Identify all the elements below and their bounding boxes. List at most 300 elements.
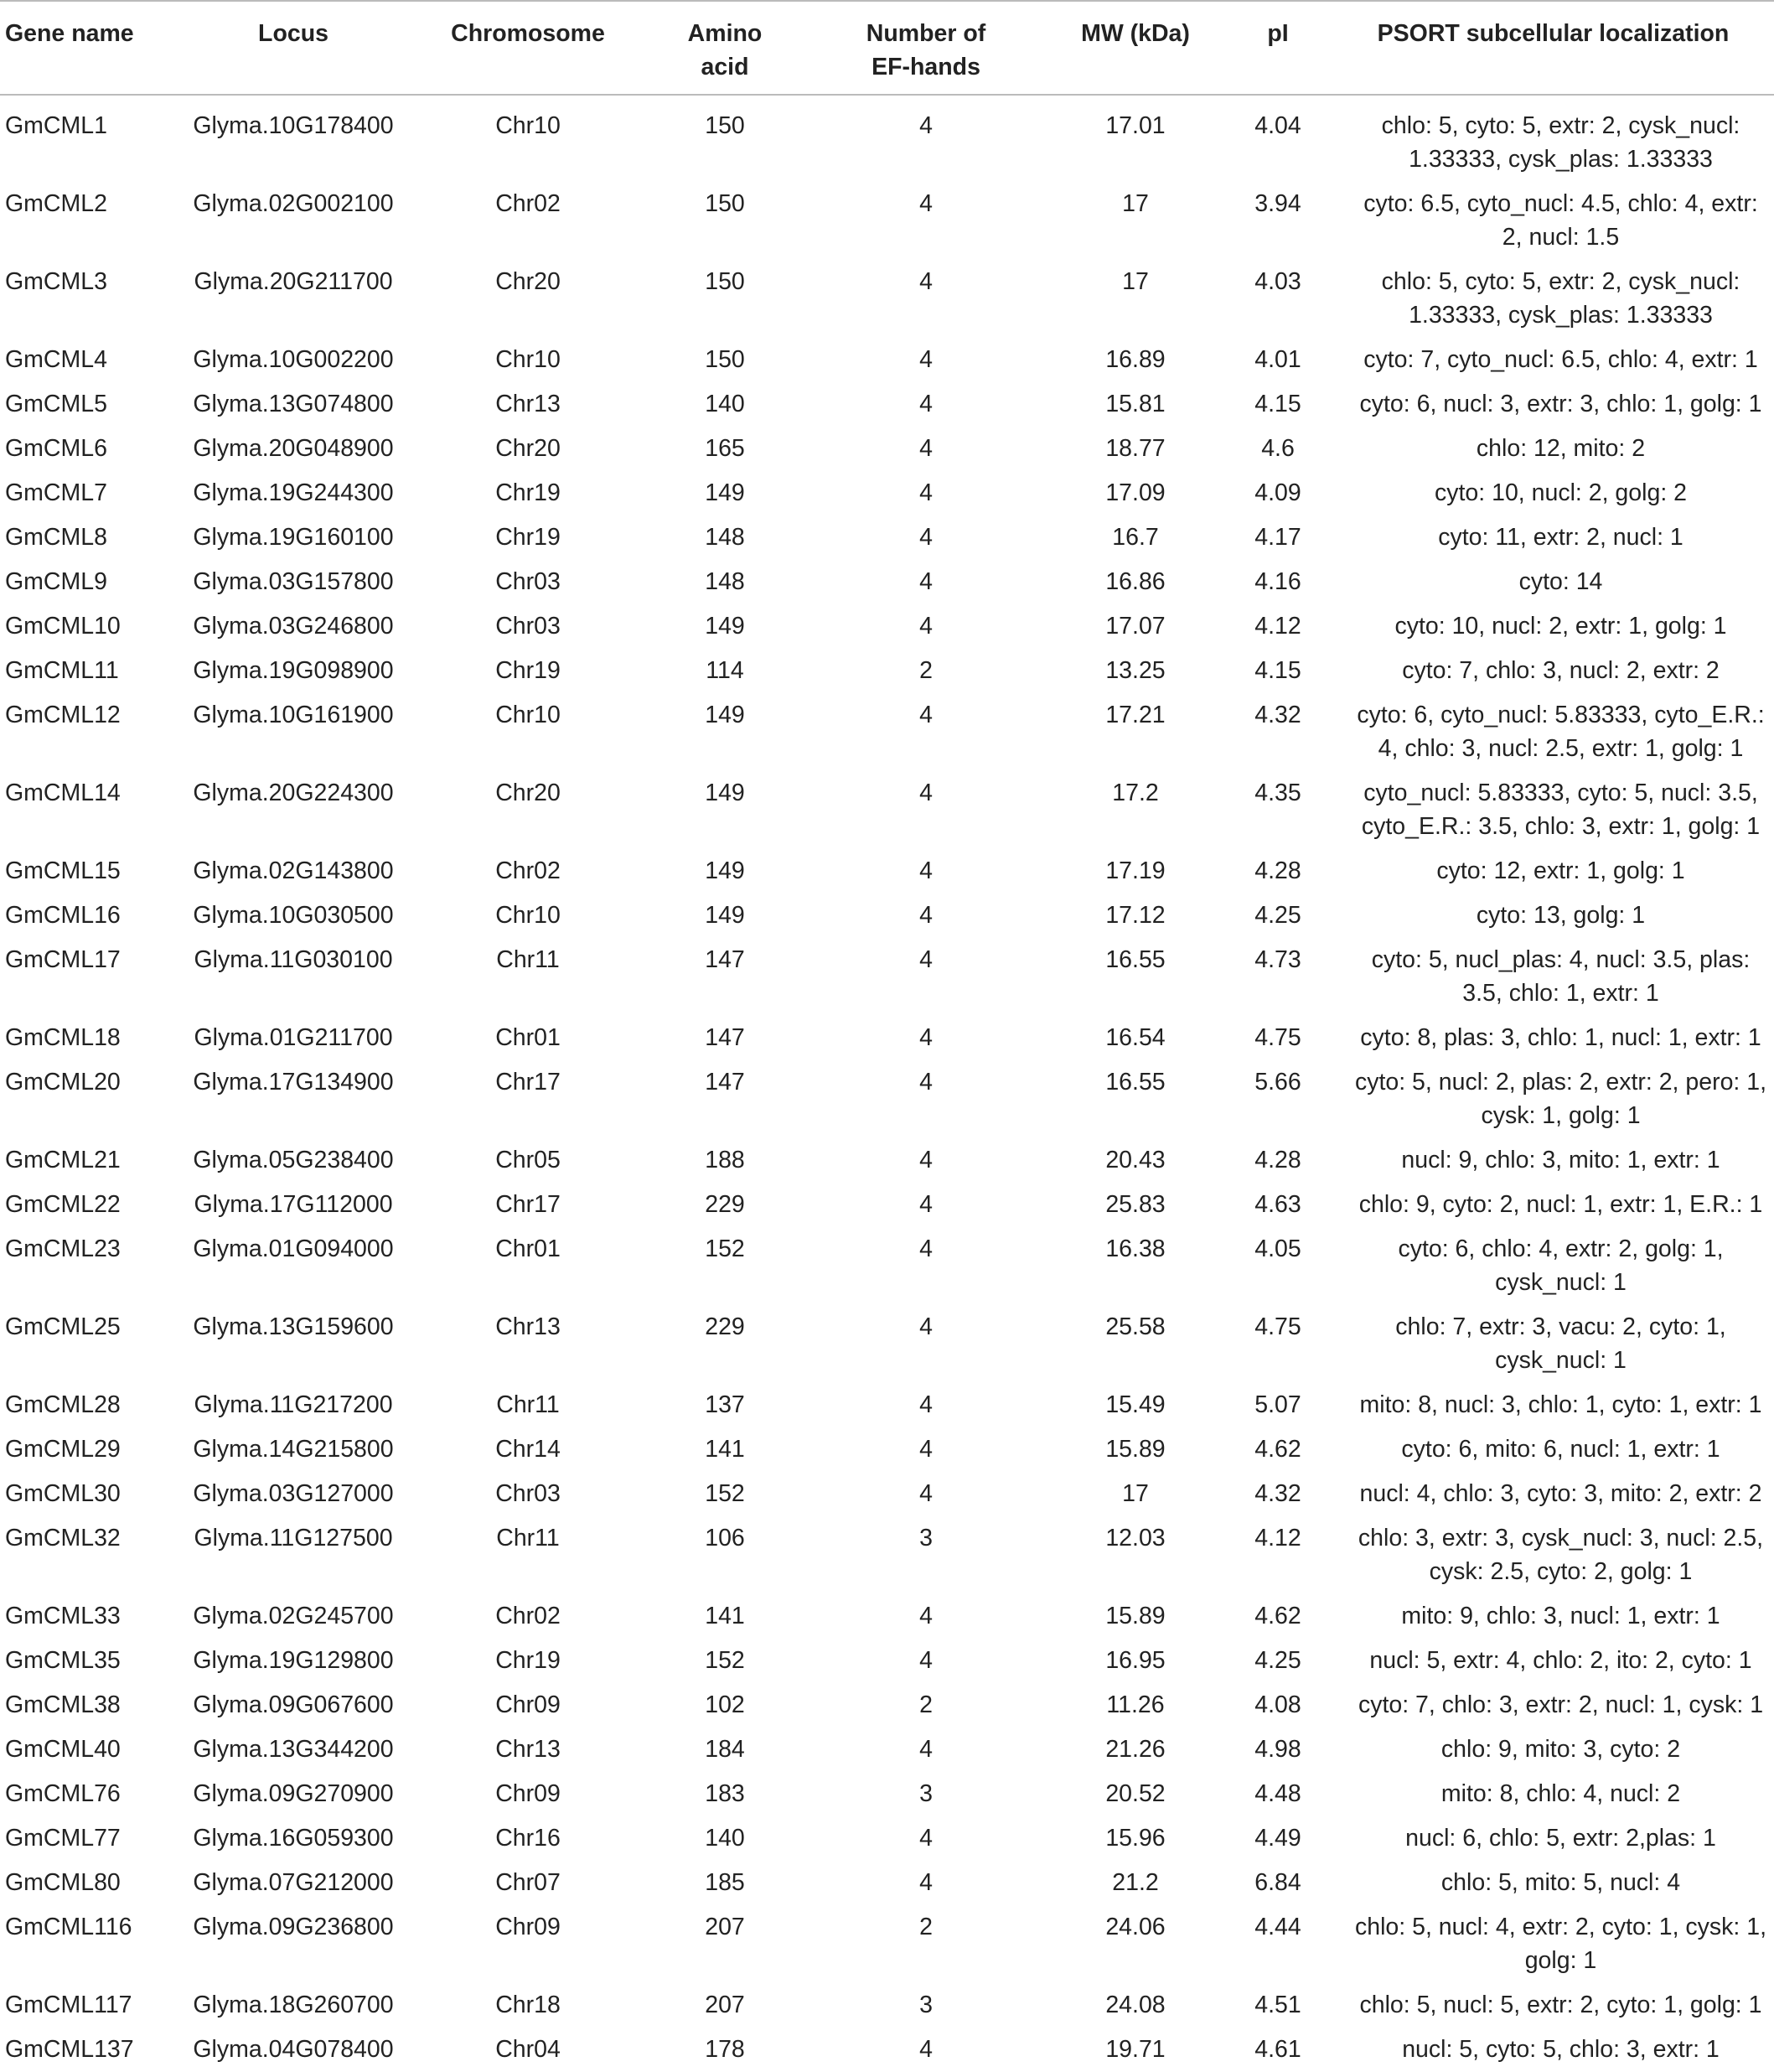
pi-cell: 4.28	[1254, 1147, 1301, 1173]
localization-line: cyto: 7, cyto_nucl: 6.5, chlo: 4, extr: 1	[1363, 346, 1758, 373]
pi-cell: 4.75	[1254, 1024, 1301, 1051]
mw-cell: 15.96	[1105, 1825, 1166, 1852]
gene-name-cell: GmCML3	[5, 268, 107, 295]
localization-cell	[1332, 1861, 1774, 1905]
pi-cell: 4.32	[1254, 1480, 1301, 1507]
ef-hands-cell: 4	[919, 702, 933, 728]
table-row	[0, 649, 1774, 693]
amino-acid-cell: 150	[705, 112, 745, 139]
gene-name-cell: GmCML7	[5, 479, 107, 506]
mw-cell: 15.89	[1105, 1603, 1166, 1629]
locus-cell: Glyma.09G236800	[193, 1914, 394, 1940]
locus-cell: Glyma.19G244300	[193, 479, 394, 506]
pi-cell: 4.12	[1254, 613, 1301, 640]
table-row	[0, 604, 1774, 649]
localization-cell	[1332, 693, 1774, 771]
localization-line: cyto: 5, nucl: 2, plas: 2, extr: 2, pero: 1,	[1354, 1069, 1767, 1096]
localization-line: cyto: 5, nucl_plas: 4, nucl: 3.5, plas:	[1371, 946, 1751, 973]
ef-hands-cell: 3	[919, 1992, 933, 2018]
localization-line: cyto: 6.5, cyto_nucl: 4.5, chlo: 4, extr:	[1363, 190, 1758, 217]
ef-hands-cell: 4	[919, 613, 933, 640]
locus-cell: Glyma.18G260700	[193, 1992, 394, 2018]
amino-acid-cell: 149	[705, 613, 745, 640]
chromosome-cell: Chr20	[495, 268, 561, 295]
table-row	[0, 382, 1774, 427]
mw-cell: 12.03	[1105, 1525, 1166, 1551]
pi-cell: 3.94	[1254, 190, 1301, 217]
mw-cell: 17.21	[1105, 702, 1166, 728]
mw-cell: 24.06	[1105, 1914, 1166, 1940]
localization-line: chlo: 9, cyto: 2, nucl: 1, extr: 1, E.R.: 1	[1358, 1191, 1763, 1218]
locus-cell: Glyma.02G143800	[193, 857, 394, 884]
table-row	[0, 1138, 1774, 1183]
pi-cell: 4.08	[1254, 1691, 1301, 1718]
pi-cell: 4.51	[1254, 1992, 1301, 2018]
pi-cell: 4.63	[1254, 1191, 1301, 1218]
gene-name-cell: GmCML29	[5, 1436, 121, 1463]
localization-cell	[1332, 649, 1774, 693]
ef-hands-cell: 4	[919, 112, 933, 139]
mw-cell: 18.77	[1105, 435, 1166, 462]
localization-line: cyto: 11, extr: 2, nucl: 1	[1438, 524, 1683, 551]
locus-cell: Glyma.19G098900	[193, 657, 394, 684]
amino-acid-cell: 185	[705, 1869, 745, 1896]
localization-line: chlo: 3, extr: 3, cysk_nucl: 3, nucl: 2.5,	[1358, 1525, 1764, 1551]
pi-cell: 5.66	[1254, 1069, 1301, 1096]
ef-hands-cell: 4	[919, 1147, 933, 1173]
mw-cell: 21.2	[1112, 1869, 1159, 1896]
amino-acid-cell: 147	[705, 1024, 745, 1051]
table-row	[0, 1227, 1774, 1305]
mw-cell: 20.43	[1105, 1147, 1166, 1173]
locus-cell: Glyma.01G094000	[193, 1235, 394, 1262]
gene-name-cell: GmCML12	[5, 702, 121, 728]
gene-name-cell: GmCML116	[5, 1914, 132, 1940]
gene-name-cell: GmCML40	[5, 1736, 121, 1763]
pi-cell: 4.44	[1254, 1914, 1301, 1940]
localization-cell	[1332, 938, 1774, 1016]
localization-cell	[1332, 604, 1774, 649]
pi-cell: 4.61	[1254, 2036, 1301, 2063]
mw-cell: 17.19	[1105, 857, 1166, 884]
mw-cell: 16.7	[1112, 524, 1159, 551]
locus-cell: Glyma.13G074800	[193, 391, 394, 417]
table-row	[0, 260, 1774, 338]
chromosome-cell: Chr19	[495, 524, 561, 551]
pi-cell: 4.25	[1254, 1647, 1301, 1674]
pi-cell: 4.04	[1254, 112, 1301, 139]
ef-hands-cell: 4	[919, 1480, 933, 1507]
ef-hands-cell: 4	[919, 1235, 933, 1262]
pi-cell: 5.07	[1254, 1391, 1301, 1418]
localization-line: 1.33333, cysk_plas: 1.33333	[1409, 302, 1713, 329]
localization-cell	[1332, 1138, 1774, 1183]
localization-line: chlo: 5, nucl: 5, extr: 2, cyto: 1, golg: 1	[1359, 1992, 1762, 2018]
mw-cell: 15.89	[1105, 1436, 1166, 1463]
locus-cell: Glyma.13G159600	[193, 1313, 394, 1340]
localization-cell	[1332, 1772, 1774, 1816]
localization-line: cyto: 8, plas: 3, chlo: 1, nucl: 1, extr: 1	[1360, 1024, 1761, 1051]
mw-cell: 16.86	[1105, 568, 1166, 595]
localization-cell	[1332, 2028, 1774, 2072]
amino-acid-cell: 141	[705, 1436, 745, 1463]
localization-line: cyto: 7, chlo: 3, nucl: 2, extr: 2	[1402, 657, 1720, 684]
chromosome-cell: Chr01	[495, 1024, 561, 1051]
gene-name-cell: GmCML76	[5, 1780, 121, 1807]
chromosome-cell: Chr09	[495, 1691, 561, 1718]
localization-cell	[1332, 182, 1774, 260]
mw-cell: 17	[1122, 268, 1149, 295]
mw-cell: 16.95	[1105, 1647, 1166, 1674]
localization-line: cyto: 6, chlo: 4, extr: 2, golg: 1,	[1398, 1235, 1724, 1262]
locus-cell: Glyma.10G030500	[193, 902, 394, 929]
locus-cell: Glyma.02G002100	[193, 190, 394, 217]
amino-acid-cell: 165	[705, 435, 745, 462]
ef-hands-cell: 4	[919, 1313, 933, 1340]
table-row	[0, 1060, 1774, 1138]
mw-cell: 15.49	[1105, 1391, 1166, 1418]
gene-name-cell: GmCML9	[5, 568, 107, 595]
localization-line: cysk: 1, golg: 1	[1481, 1102, 1641, 1129]
localization-cell	[1332, 1816, 1774, 1861]
table-row	[0, 182, 1774, 260]
amino-acid-cell: 229	[705, 1191, 745, 1218]
pi-cell: 4.75	[1254, 1313, 1301, 1340]
table-row	[0, 560, 1774, 604]
ef-hands-cell: 4	[919, 346, 933, 373]
mw-cell: 17	[1122, 1480, 1149, 1507]
pi-cell: 4.48	[1254, 1780, 1301, 1807]
amino-acid-cell: 147	[705, 1069, 745, 1096]
localization-line: mito: 8, nucl: 3, chlo: 1, cyto: 1, extr: 1	[1359, 1391, 1762, 1418]
ef-hands-cell: 2	[919, 1691, 933, 1718]
chromosome-cell: Chr02	[495, 190, 561, 217]
ef-hands-cell: 4	[919, 391, 933, 417]
mw-cell: 17.07	[1105, 613, 1166, 640]
localization-line: cyto: 12, extr: 1, golg: 1	[1436, 857, 1685, 884]
localization-line: nucl: 9, chlo: 3, mito: 1, extr: 1	[1401, 1147, 1720, 1173]
locus-cell: Glyma.16G059300	[193, 1825, 394, 1852]
mw-cell: 15.81	[1105, 391, 1166, 417]
ef-hands-cell: 4	[919, 268, 933, 295]
table-row	[0, 1816, 1774, 1861]
localization-cell	[1332, 560, 1774, 604]
localization-cell	[1332, 515, 1774, 560]
localization-line: nucl: 5, cyto: 5, chlo: 3, extr: 1	[1402, 2036, 1720, 2063]
table-row	[0, 938, 1774, 1016]
localization-cell	[1332, 1427, 1774, 1472]
table-row	[0, 849, 1774, 894]
mw-cell: 11.26	[1106, 1691, 1165, 1718]
amino-acid-cell: 207	[705, 1914, 745, 1940]
chromosome-cell: Chr19	[495, 1647, 561, 1674]
gene-name-cell: GmCML38	[5, 1691, 121, 1718]
pi-cell: 4.25	[1254, 902, 1301, 929]
mw-cell: 16.89	[1105, 346, 1166, 373]
chromosome-cell: Chr11	[496, 1391, 560, 1418]
localization-line: cyto: 6, nucl: 3, extr: 3, chlo: 1, golg: 1	[1359, 391, 1762, 417]
localization-cell	[1332, 1383, 1774, 1427]
localization-line: chlo: 9, mito: 3, cyto: 2	[1440, 1736, 1681, 1763]
gene-name-cell: GmCML17	[5, 946, 121, 973]
amino-acid-cell: 106	[705, 1525, 745, 1551]
localization-line: chlo: 7, extr: 3, vacu: 2, cyto: 1,	[1395, 1313, 1726, 1340]
gene-name-cell: GmCML10	[5, 613, 121, 640]
ef-hands-cell: 4	[919, 1825, 933, 1852]
chromosome-cell: Chr01	[495, 1235, 561, 1262]
localization-cell	[1332, 1683, 1774, 1728]
chromosome-cell: Chr19	[495, 479, 561, 506]
mw-cell: 16.38	[1105, 1235, 1166, 1262]
locus-cell: Glyma.02G245700	[193, 1603, 394, 1629]
localization-cell	[1332, 894, 1774, 938]
pi-cell: 4.49	[1254, 1825, 1301, 1852]
chromosome-cell: Chr20	[495, 780, 561, 806]
header-gene-name: Gene name	[0, 1, 176, 95]
locus-cell: Glyma.03G246800	[193, 613, 394, 640]
amino-acid-cell: 147	[705, 946, 745, 973]
localization-line: mito: 8, chlo: 4, nucl: 2	[1440, 1780, 1681, 1807]
chromosome-cell: Chr18	[495, 1992, 561, 2018]
chromosome-cell: Chr17	[495, 1191, 561, 1218]
ef-hands-cell: 4	[919, 1647, 933, 1674]
gene-name-cell: GmCML22	[5, 1191, 121, 1218]
gene-name-cell: GmCML25	[5, 1313, 121, 1340]
ef-hands-cell: 4	[919, 902, 933, 929]
ef-hands-cell: 4	[919, 1191, 933, 1218]
gene-name-cell: GmCML18	[5, 1024, 121, 1051]
chromosome-cell: Chr13	[495, 1313, 561, 1340]
mw-cell: 24.08	[1105, 1992, 1166, 2018]
chromosome-cell: Chr10	[495, 112, 561, 139]
table-header-row	[0, 1, 1774, 95]
localization-line: cyto_nucl: 5.83333, cyto: 5, nucl: 3.5,	[1363, 780, 1758, 806]
localization-line: chlo: 5, cyto: 5, extr: 2, cysk_nucl:	[1381, 268, 1740, 295]
mw-cell: 17.09	[1105, 479, 1166, 506]
mw-cell: 19.71	[1105, 2036, 1166, 2063]
localization-line: cyto: 10, nucl: 2, golg: 2	[1434, 479, 1688, 506]
ef-hands-cell: 4	[919, 568, 933, 595]
table-row	[0, 1383, 1774, 1427]
mw-cell: 16.55	[1105, 1069, 1166, 1096]
pi-cell: 4.62	[1254, 1436, 1301, 1463]
header-amino-acid: Amino acid	[645, 1, 804, 95]
amino-acid-cell: 150	[705, 346, 745, 373]
localization-line: chlo: 12, mito: 2	[1476, 435, 1646, 462]
localization-line: cyto: 13, golg: 1	[1476, 902, 1646, 929]
amino-acid-cell: 150	[705, 268, 745, 295]
localization-line: mito: 9, chlo: 3, nucl: 1, extr: 1	[1401, 1603, 1720, 1629]
ef-hands-cell: 4	[919, 1069, 933, 1096]
localization-line: chlo: 5, mito: 5, nucl: 4	[1440, 1869, 1681, 1896]
ef-hands-cell: 4	[919, 1436, 933, 1463]
pi-cell: 4.05	[1254, 1235, 1301, 1262]
localization-cell	[1332, 260, 1774, 338]
pi-cell: 4.09	[1254, 479, 1301, 506]
chromosome-cell: Chr16	[495, 1825, 561, 1852]
table-row	[0, 95, 1774, 182]
amino-acid-cell: 148	[705, 568, 745, 595]
localization-line: golg: 1	[1524, 1947, 1597, 1974]
pi-cell: 4.17	[1254, 524, 1301, 551]
chromosome-cell: Chr05	[495, 1147, 561, 1173]
ef-hands-cell: 4	[919, 2036, 933, 2063]
ef-hands-cell: 4	[919, 479, 933, 506]
localization-cell	[1332, 771, 1774, 849]
table-row	[0, 1305, 1774, 1383]
gene-name-cell: GmCML77	[5, 1825, 121, 1852]
table-row	[0, 1472, 1774, 1516]
chromosome-cell: Chr10	[495, 702, 561, 728]
gene-name-cell: GmCML28	[5, 1391, 121, 1418]
pi-cell: 4.73	[1254, 946, 1301, 973]
localization-line: nucl: 4, chlo: 3, cyto: 3, mito: 2, extr: 2	[1359, 1480, 1762, 1507]
locus-cell: Glyma.20G211700	[194, 268, 393, 295]
amino-acid-cell: 188	[705, 1147, 745, 1173]
localization-cell	[1332, 1983, 1774, 2028]
ef-hands-cell: 4	[919, 435, 933, 462]
amino-acid-cell: 141	[705, 1603, 745, 1629]
chromosome-cell: Chr14	[495, 1436, 561, 1463]
localization-cell	[1332, 1472, 1774, 1516]
chromosome-cell: Chr10	[495, 902, 561, 929]
localization-line: 1.33333, cysk_plas: 1.33333	[1409, 146, 1713, 173]
amino-acid-cell: 149	[705, 857, 745, 884]
table-row	[0, 1183, 1774, 1227]
pi-cell: 4.15	[1254, 391, 1301, 417]
amino-acid-cell: 140	[705, 1825, 745, 1852]
locus-cell: Glyma.09G270900	[193, 1780, 394, 1807]
mw-cell: 21.26	[1105, 1736, 1166, 1763]
localization-line: cyto_E.R.: 3.5, chlo: 3, extr: 1, golg: 1	[1361, 813, 1761, 840]
pi-cell: 4.28	[1254, 857, 1301, 884]
localization-line: nucl: 6, chlo: 5, extr: 2,plas: 1	[1405, 1825, 1716, 1852]
gene-name-cell: GmCML33	[5, 1603, 121, 1629]
gene-name-cell: GmCML1	[5, 112, 107, 139]
ef-hands-cell: 4	[919, 524, 933, 551]
ef-hands-cell: 4	[919, 1736, 933, 1763]
mw-cell: 17.01	[1105, 112, 1166, 139]
mw-cell: 17	[1122, 190, 1149, 217]
pi-cell: 4.62	[1254, 1603, 1301, 1629]
gene-name-cell: GmCML6	[5, 435, 107, 462]
header-mw: MW (kDa)	[1047, 1, 1223, 95]
ef-hands-cell: 3	[919, 1780, 933, 1807]
localization-cell	[1332, 1728, 1774, 1772]
amino-acid-cell: 152	[705, 1647, 745, 1674]
locus-cell: Glyma.13G344200	[193, 1736, 394, 1763]
table-row	[0, 1594, 1774, 1639]
ef-hands-cell: 4	[919, 1869, 933, 1896]
table-row	[0, 1427, 1774, 1472]
gene-name-cell: GmCML16	[5, 902, 121, 929]
gene-name-cell: GmCML20	[5, 1069, 121, 1096]
table-row	[0, 1016, 1774, 1060]
localization-line: cyto: 6, mito: 6, nucl: 1, extr: 1	[1401, 1436, 1720, 1463]
mw-cell: 17.2	[1112, 780, 1159, 806]
locus-cell: Glyma.10G178400	[193, 112, 394, 139]
gene-name-cell: GmCML2	[5, 190, 107, 217]
localization-line: cyto: 7, chlo: 3, extr: 2, nucl: 1, cysk: 1	[1358, 1691, 1764, 1718]
gene-name-cell: GmCML5	[5, 391, 107, 417]
table-row	[0, 771, 1774, 849]
chromosome-cell: Chr03	[495, 613, 561, 640]
pi-cell: 4.16	[1254, 568, 1301, 595]
ef-hands-cell: 4	[919, 1391, 933, 1418]
header-pi: pI	[1223, 1, 1332, 95]
mw-cell: 16.55	[1105, 946, 1166, 973]
localization-line: 2, nucl: 1.5	[1502, 224, 1620, 251]
gene-name-cell: GmCML80	[5, 1869, 121, 1896]
locus-cell: Glyma.11G217200	[194, 1391, 393, 1418]
gene-name-cell: GmCML11	[5, 657, 119, 684]
localization-line: chlo: 5, cyto: 5, extr: 2, cysk_nucl:	[1381, 112, 1740, 139]
table-row	[0, 693, 1774, 771]
locus-cell: Glyma.14G215800	[193, 1436, 394, 1463]
table-row	[0, 894, 1774, 938]
table-row	[0, 2028, 1774, 2072]
locus-cell: Glyma.11G127500	[194, 1525, 393, 1551]
locus-cell: Glyma.10G161900	[193, 702, 394, 728]
gene-name-cell: GmCML4	[5, 346, 107, 373]
pi-cell: 4.32	[1254, 702, 1301, 728]
amino-acid-cell: 149	[705, 702, 745, 728]
locus-cell: Glyma.01G211700	[194, 1024, 393, 1051]
gene-name-cell: GmCML21	[5, 1147, 121, 1173]
localization-cell	[1332, 1305, 1774, 1383]
locus-cell: Glyma.20G224300	[193, 780, 394, 806]
localization-cell	[1332, 1905, 1774, 1983]
pi-cell: 4.35	[1254, 780, 1301, 806]
localization-line: cyto: 14	[1518, 568, 1603, 595]
locus-cell: Glyma.19G129800	[193, 1647, 394, 1674]
ef-hands-cell: 4	[919, 946, 933, 973]
mw-cell: 20.52	[1105, 1780, 1166, 1807]
localization-cell	[1332, 471, 1774, 515]
table-row	[0, 1683, 1774, 1728]
gene-name-cell: GmCML14	[5, 780, 121, 806]
amino-acid-cell: 152	[705, 1235, 745, 1262]
amino-acid-cell: 102	[705, 1691, 745, 1718]
localization-line: cyto: 6, cyto_nucl: 5.83333, cyto_E.R.:	[1357, 702, 1765, 728]
localization-cell	[1332, 382, 1774, 427]
chromosome-cell: Chr11	[496, 946, 560, 973]
amino-acid-cell: 140	[705, 391, 745, 417]
gene-name-cell: GmCML137	[5, 2036, 134, 2063]
mw-cell: 17.12	[1105, 902, 1166, 929]
localization-cell	[1332, 1183, 1774, 1227]
ef-hands-cell: 2	[919, 657, 933, 684]
header-ef-hands: Number of EF-hands	[804, 1, 1047, 95]
localization-cell	[1332, 338, 1774, 382]
ef-hands-cell: 2	[919, 1914, 933, 1940]
table-row	[0, 471, 1774, 515]
amino-acid-cell: 150	[705, 190, 745, 217]
table-row	[0, 1905, 1774, 1983]
ef-hands-cell: 3	[919, 1525, 933, 1551]
chromosome-cell: Chr17	[495, 1069, 561, 1096]
amino-acid-cell: 229	[705, 1313, 745, 1340]
chromosome-cell: Chr09	[495, 1780, 561, 1807]
localization-line: 4, chlo: 3, nucl: 2.5, extr: 1, golg: 1	[1378, 735, 1744, 762]
amino-acid-cell: 149	[705, 902, 745, 929]
chromosome-cell: Chr03	[495, 568, 561, 595]
locus-cell: Glyma.19G160100	[193, 524, 394, 551]
locus-cell: Glyma.03G157800	[193, 568, 394, 595]
amino-acid-cell: 149	[705, 479, 745, 506]
locus-cell: Glyma.17G112000	[194, 1191, 393, 1218]
localization-cell	[1332, 1060, 1774, 1138]
